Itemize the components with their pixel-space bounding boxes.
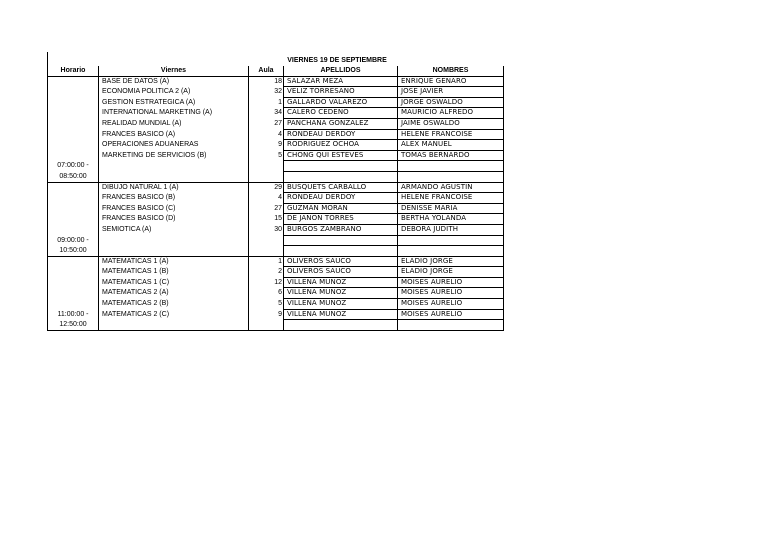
time-start: 07:00:00 - <box>48 161 99 172</box>
firstname-cell <box>398 161 504 172</box>
subject-cell: MATEMATICAS 1 (A) <box>99 256 249 267</box>
firstname-cell: MOISES AURELIO <box>398 288 504 299</box>
time-cell <box>48 277 99 288</box>
lastname-cell: OLIVEROS SAUCO <box>284 256 398 267</box>
lastname-cell <box>284 171 398 182</box>
lastname-cell: VILLENA MUNOZ <box>284 309 398 320</box>
lastname-cell: OLIVEROS SAUCO <box>284 267 398 278</box>
time-cell <box>48 256 99 267</box>
table-row <box>48 161 504 172</box>
table-row <box>48 203 504 214</box>
time-cell <box>48 182 99 193</box>
room-cell: 34 <box>249 108 284 119</box>
time-cell <box>48 108 99 119</box>
room-cell: 1 <box>249 256 284 267</box>
firstname-cell: MAURICIO ALFREDO <box>398 108 504 119</box>
time-end: 08:50:00 <box>48 171 99 182</box>
room-cell: 15 <box>249 214 284 225</box>
firstname-cell: HELENE FRANCOISE <box>398 193 504 204</box>
time-cell <box>48 129 99 140</box>
firstname-cell: ELADIO JORGE <box>398 267 504 278</box>
firstname-cell: JORGE OSWALDO <box>398 97 504 108</box>
lastname-cell <box>284 235 398 246</box>
subject-cell: INTERNATIONAL MARKETING (A) <box>99 108 249 119</box>
time-cell <box>48 224 99 235</box>
firstname-cell: MOISES AURELIO <box>398 299 504 310</box>
firstname-cell <box>398 235 504 246</box>
table-row <box>48 224 504 235</box>
header-row <box>48 66 504 76</box>
room-cell <box>249 161 284 172</box>
room-cell <box>249 171 284 182</box>
firstname-cell: ALEX MANUEL <box>398 140 504 151</box>
table-row <box>48 108 504 119</box>
time-cell <box>48 140 99 151</box>
lastname-cell: SALAZAR MEZA <box>284 76 398 87</box>
table-row <box>48 288 504 299</box>
subject-cell: SEMIOTICA (A) <box>99 224 249 235</box>
firstname-cell <box>398 320 504 331</box>
firstname-cell: JOSE JAVIER <box>398 87 504 98</box>
table-row <box>48 277 504 288</box>
table-row <box>48 256 504 267</box>
table-row <box>48 193 504 204</box>
firstname-cell: DENISSE MARIA <box>398 203 504 214</box>
header-nombres: NOMBRES <box>398 66 504 76</box>
time-cell <box>48 97 99 108</box>
time-cell <box>48 118 99 129</box>
room-cell: 30 <box>249 224 284 235</box>
room-cell: 5 <box>249 299 284 310</box>
lastname-cell: PANCHANA GONZALEZ <box>284 118 398 129</box>
lastname-cell: BURGOS ZAMBRANO <box>284 224 398 235</box>
table-row <box>48 76 504 87</box>
firstname-cell: JAIME OSWALDO <box>398 118 504 129</box>
header-viernes: Viernes <box>99 66 249 76</box>
subject-cell: GESTION ESTRATEGICA (A) <box>99 97 249 108</box>
subject-cell: MATEMATICAS 1 (C) <box>99 277 249 288</box>
lastname-cell: RONDEAU DERDOY <box>284 129 398 140</box>
subject-cell: DIBUJO NATURAL 1 (A) <box>99 182 249 193</box>
subject-cell: MATEMATICAS 2 (A) <box>99 288 249 299</box>
room-cell: 5 <box>249 150 284 161</box>
room-cell: 9 <box>249 140 284 151</box>
firstname-cell: HELENE FRANCOISE <box>398 129 504 140</box>
time-cell <box>48 267 99 278</box>
table-row <box>48 235 504 246</box>
firstname-cell <box>398 246 504 257</box>
subject-cell <box>99 161 249 172</box>
subject-cell: REALIDAD MUNDIAL (A) <box>99 118 249 129</box>
table-row <box>48 129 504 140</box>
header-apellidos: APELLIDOS <box>284 66 398 76</box>
lastname-cell: CALERO CEDENO <box>284 108 398 119</box>
subject-cell <box>99 171 249 182</box>
time-cell <box>48 214 99 225</box>
lastname-cell <box>284 320 398 331</box>
lastname-cell: VILLENA MUNOZ <box>284 299 398 310</box>
time-cell <box>48 203 99 214</box>
room-cell: 2 <box>249 267 284 278</box>
firstname-cell <box>398 171 504 182</box>
firstname-cell: TOMAS BERNARDO <box>398 150 504 161</box>
subject-cell: ECONOMIA POLITICA 2 (A) <box>99 87 249 98</box>
table-row <box>48 97 504 108</box>
subject-cell <box>99 320 249 331</box>
table-row <box>48 182 504 193</box>
header-horario: Horario <box>48 66 99 76</box>
page-title: VIERNES 19 DE SEPTIEMBRE <box>287 57 387 64</box>
room-cell: 29 <box>249 182 284 193</box>
room-cell: 12 <box>249 277 284 288</box>
room-cell: 4 <box>249 193 284 204</box>
subject-cell: MARKETING DE SERVICIOS (B) <box>99 150 249 161</box>
table-row <box>48 320 504 331</box>
lastname-cell <box>284 161 398 172</box>
schedule-table <box>47 66 504 331</box>
time-cell <box>48 299 99 310</box>
schedule-body <box>48 76 504 330</box>
subject-cell: OPERACIONES ADUANERAS <box>99 140 249 151</box>
header-aula: Aula <box>249 66 284 76</box>
lastname-cell: RONDEAU DERDOY <box>284 193 398 204</box>
subject-cell: BASE DE DATOS (A) <box>99 76 249 87</box>
time-cell <box>48 76 99 87</box>
firstname-cell: MOISES AURELIO <box>398 277 504 288</box>
table-row <box>48 150 504 161</box>
table-row <box>48 214 504 225</box>
firstname-cell: BERTHA YOLANDA <box>398 214 504 225</box>
time-start: 11:00:00 - <box>48 309 99 320</box>
firstname-cell: ARMANDO AGUSTIN <box>398 182 504 193</box>
room-cell <box>249 246 284 257</box>
firstname-cell: DEBORA JUDITH <box>398 224 504 235</box>
time-cell <box>48 193 99 204</box>
lastname-cell: CHONG QUI ESTEVES <box>284 150 398 161</box>
time-end: 12:50:00 <box>48 320 99 331</box>
firstname-cell: ENRIQUE GENARO <box>398 76 504 87</box>
room-cell <box>249 235 284 246</box>
subject-cell: FRANCES BASICO (C) <box>99 203 249 214</box>
time-cell <box>48 150 99 161</box>
table-row <box>48 140 504 151</box>
lastname-cell: VELIZ TORRESANO <box>284 87 398 98</box>
room-cell: 4 <box>249 129 284 140</box>
lastname-cell: GALLARDO VALAREZO <box>284 97 398 108</box>
room-cell: 6 <box>249 288 284 299</box>
subject-cell: MATEMATICAS 2 (B) <box>99 299 249 310</box>
table-row <box>48 87 504 98</box>
subject-cell <box>99 246 249 257</box>
subject-cell: FRANCES BASICO (A) <box>99 129 249 140</box>
lastname-cell: RODRIGUEZ OCHOA <box>284 140 398 151</box>
sheet-left-edge <box>47 52 48 66</box>
lastname-cell: GUZMAN MORAN <box>284 203 398 214</box>
subject-cell: FRANCES BASICO (B) <box>99 193 249 204</box>
room-cell: 9 <box>249 309 284 320</box>
lastname-cell: VILLENA MUNOZ <box>284 288 398 299</box>
room-cell: 18 <box>249 76 284 87</box>
lastname-cell: DE JANON TORRES <box>284 214 398 225</box>
time-end: 10:50:00 <box>48 246 99 257</box>
lastname-cell: VILLENA MUNOZ <box>284 277 398 288</box>
room-cell: 27 <box>249 203 284 214</box>
room-cell <box>249 320 284 331</box>
table-row <box>48 171 504 182</box>
table-row <box>48 267 504 278</box>
lastname-cell <box>284 246 398 257</box>
lastname-cell: BUSQUETS CARBALLO <box>284 182 398 193</box>
firstname-cell: ELADIO JORGE <box>398 256 504 267</box>
table-row <box>48 118 504 129</box>
subject-cell: FRANCES BASICO (D) <box>99 214 249 225</box>
room-cell: 1 <box>249 97 284 108</box>
table-row <box>48 246 504 257</box>
table-row <box>48 299 504 310</box>
table-row <box>48 309 504 320</box>
firstname-cell: MOISES AURELIO <box>398 309 504 320</box>
time-start: 09:00:00 - <box>48 235 99 246</box>
room-cell: 27 <box>249 118 284 129</box>
subject-cell: MATEMATICAS 1 (B) <box>99 267 249 278</box>
room-cell: 32 <box>249 87 284 98</box>
subject-cell: MATEMATICAS 2 (C) <box>99 309 249 320</box>
time-cell <box>48 288 99 299</box>
time-cell <box>48 87 99 98</box>
subject-cell <box>99 235 249 246</box>
